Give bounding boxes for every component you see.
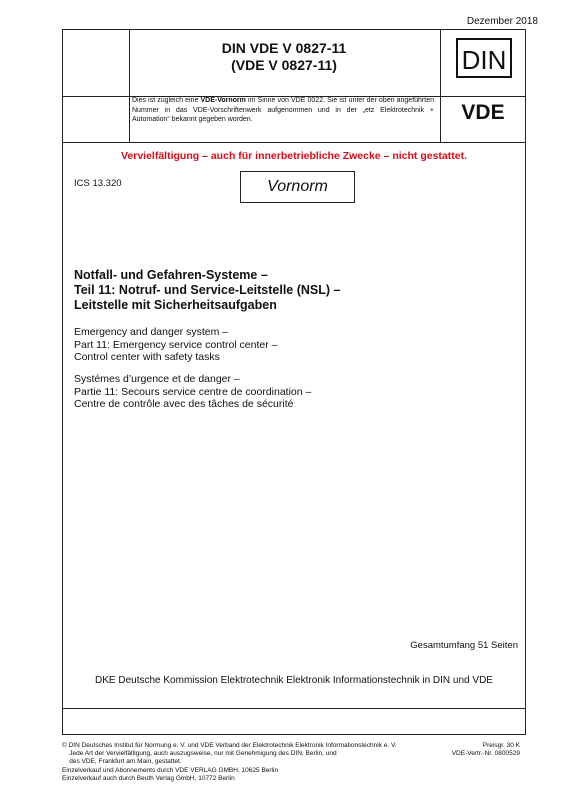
copyright-line: des VDE, Frankfurt am Main, gestattet.: [62, 758, 182, 766]
copyright-line: Einzelverkauf auch durch Beuth Verlag GmbH, 10772 Berlin: [62, 774, 235, 782]
price-group: Preisgr. 30 K: [482, 742, 520, 749]
title-line: Control center with safety tasks: [74, 351, 220, 363]
total-pages: Gesamtumfang 51 Seiten: [410, 640, 518, 651]
divider-right-column: [440, 30, 441, 142]
title-line: Partie 11: Secours service centre de coordination –: [74, 385, 312, 398]
title-line: Centre de contrôle avec des tâches de sécurité: [74, 398, 294, 410]
copyright-line: © DIN Deutsches Institut für Normung e. V. und VDE Verband der Elektrotechnik Elektronik Informationstechnik e. V.: [62, 742, 397, 749]
divider-footer: [63, 708, 525, 709]
din-logo-text: DIN: [461, 45, 507, 75]
title-line: Part 11: Emergency service control center –: [74, 338, 278, 351]
intro-text-after: im Sinne von VDE 0022. Sie ist unter der oben angeführten Nummer in das VDE-Vorschriftenwerk aufgenommen und in der „etz Elektrotechnik + Automation“ bekannt gegeben worden.: [132, 97, 434, 123]
title-german: [74, 268, 474, 313]
intro-text-before: Dies ist zugleich eine: [132, 97, 201, 104]
vde-logo-text: VDE: [461, 101, 505, 122]
title-english: [74, 326, 474, 364]
document-type-box: [240, 171, 355, 203]
din-logo: [456, 38, 512, 78]
copyright-notice: [62, 742, 442, 783]
title-french: [74, 373, 494, 411]
title-line: Notfall- und Gefahren-Systeme –: [74, 268, 268, 282]
intro-text-bold: VDE-Vornorm: [200, 97, 246, 104]
divider-intro: [63, 142, 525, 143]
ics-code: ICS 13.320: [74, 178, 122, 189]
publication-date: Dezember 2018: [466, 16, 538, 27]
title-line: Systémes d’urgence et de danger –: [74, 373, 240, 385]
document-number: DIN VDE V 0827-11: [221, 40, 347, 56]
copy-warning: Vervielfältigung – auch für innerbetriebliche Zwecke – nicht gestattet.: [120, 150, 467, 162]
document-number-block: [128, 40, 440, 74]
vde-classification-number: (VDE V 0827-11): [231, 57, 337, 73]
document-type-label: Vornorm: [267, 178, 328, 195]
dke-commission: DKE Deutsche Kommission Elektrotechnik Elektronik Informationstechnik in DIN und VDE: [95, 675, 493, 686]
copyright-line: Einzelverkauf und Abonnements durch VDE VERLAG GMBH, 10625 Berlin: [62, 766, 279, 774]
title-line: Emergency and danger system –: [74, 326, 229, 338]
vde-logo: [444, 100, 522, 122]
intro-text: [132, 96, 434, 125]
copyright-line: Jede Art der Vervielfältigung, auch auszugsweise, nur mit Genehmigung des DIN, Berlin, und: [62, 750, 337, 758]
vde-order-number: VDE-Vertr.-Nr. 0800529: [451, 750, 520, 758]
price-block: [452, 742, 520, 758]
title-line: Leitstelle mit Sicherheitsaufgaben: [74, 298, 277, 312]
title-line: Teil 11: Notruf- und Service-Leitstelle (NSL) –: [74, 283, 341, 297]
